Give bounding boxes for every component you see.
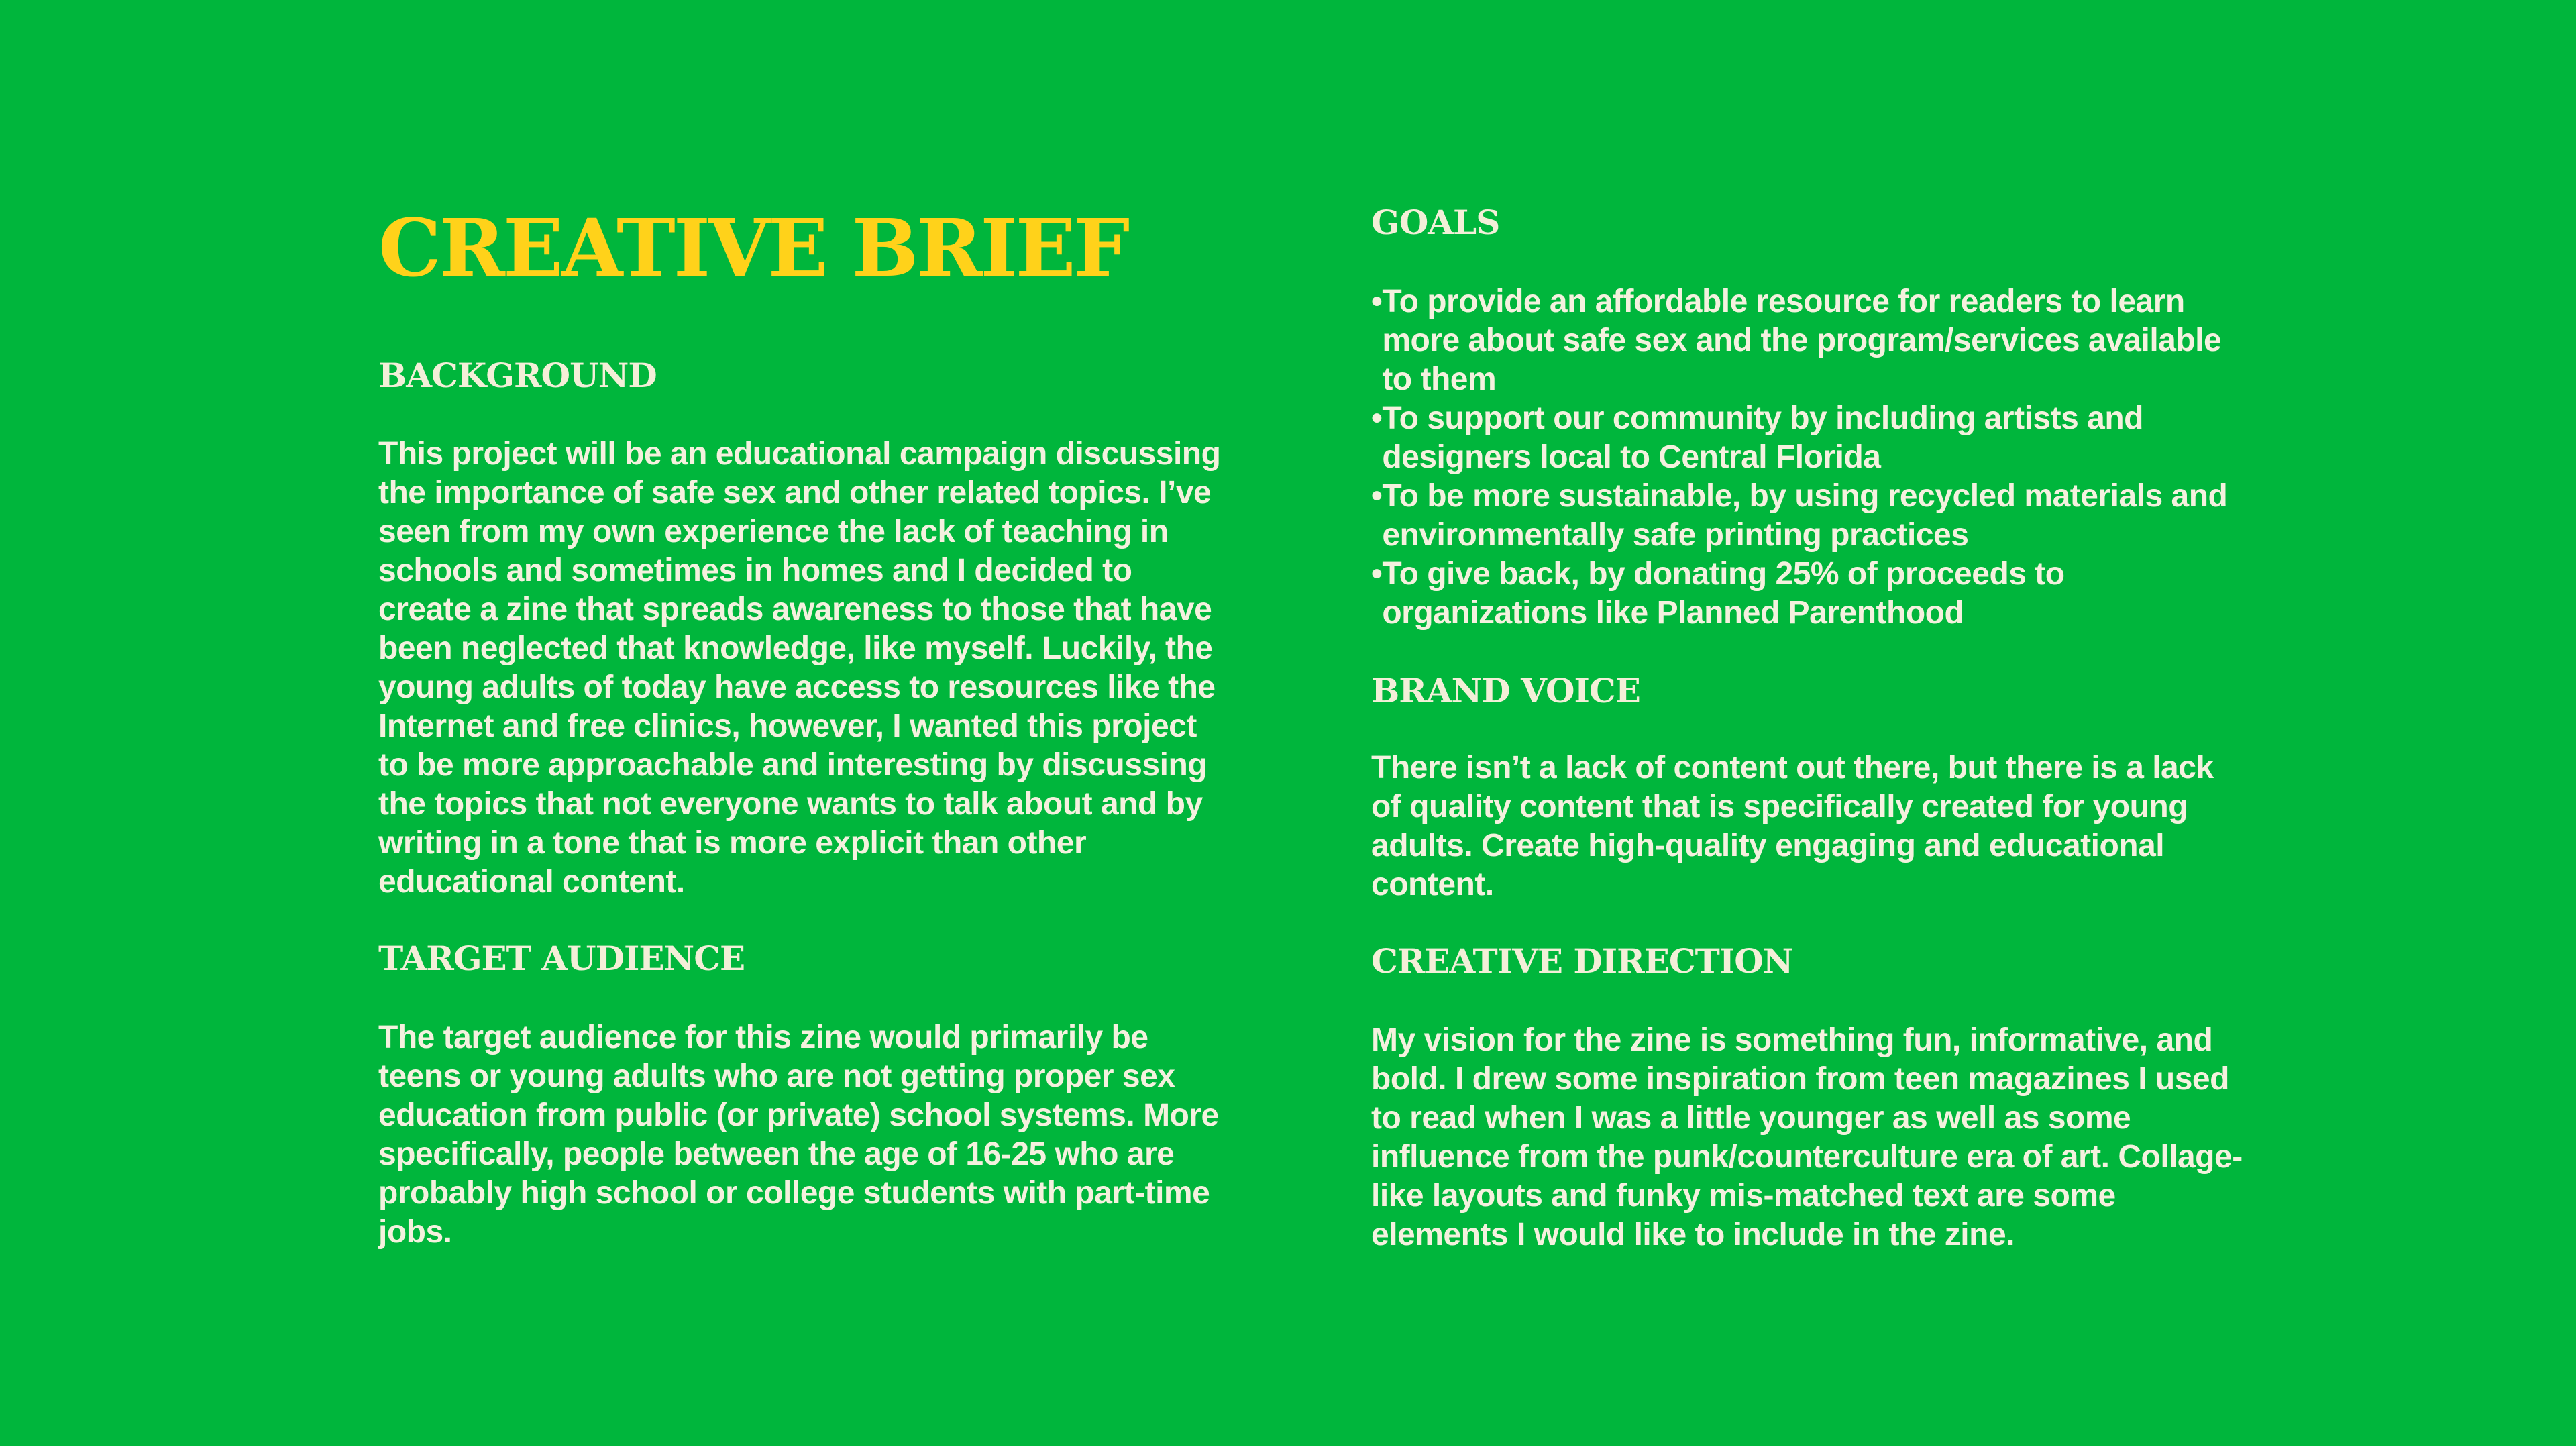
bullet-icon: • xyxy=(1371,556,1383,592)
goal-item xyxy=(1371,555,2243,633)
brand-voice-text: There isn’t a lack of content out there, but there is a lack of quality content that is specifically created for young adults. Create high-quality engaging and educational content. xyxy=(1371,750,2214,902)
goals-heading: GOALS xyxy=(1371,203,1500,242)
goal-text: To support our community by including artists and designers local to Central Florida xyxy=(1382,400,2143,475)
goal-item xyxy=(1371,282,2243,399)
goal-text: To provide an affordable resource for readers to learn more about safe sex and the program/services available to them xyxy=(1382,284,2222,397)
page-title: CREATIVE BRIEF xyxy=(378,201,1128,294)
brand-voice-heading: BRAND VOICE xyxy=(1371,671,1640,710)
bullet-icon: • xyxy=(1371,400,1383,436)
bullet-icon: • xyxy=(1371,284,1383,319)
goal-text: To be more sustainable, by using recycled materials and environmentally safe printing practices xyxy=(1382,478,2228,553)
target-audience-text: The target audience for this zine would primarily be teens or young adults who are not getting proper sex education from public (or private) school systems. More specifically, people between the age of 16-25 who are probably high school or college students with part-time jobs. xyxy=(378,1020,1219,1250)
target-audience-heading: TARGET AUDIENCE xyxy=(378,938,745,978)
goal-item xyxy=(1371,399,2243,477)
goal-text: To give back, by donating 25% of proceeds to organizations like Planned Parenthood xyxy=(1382,556,2065,631)
creative-direction-text: My vision for the zine is something fun, informative, and bold. I drew some inspiration from teen magazines I used to read when I was a little younger as well as some influence from the punk/counterculture era of art. Collage-like layouts and funky mis-matched text are some elements I would like to include in the zine. xyxy=(1371,1022,2243,1252)
background-text: This project will be an educational campaign discussing the importance of safe sex and other related topics. I’ve seen from my own experience the lack of teaching in schools and sometimes in homes and I decided to create a zine that spreads awareness to those that have been neglected that knowledge, like myself. Luckily, the young adults of today have access to resources like the Internet and free clinics, however, I wanted this project to be more approachable and interesting by discussing the topics that not everyone wants to talk about and by writing in a tone that is more explicit than other educational content. xyxy=(378,436,1221,900)
background-heading: BACKGROUND xyxy=(378,356,657,395)
goals-list xyxy=(1371,282,2243,633)
goal-item xyxy=(1371,477,2243,555)
bullet-icon: • xyxy=(1371,478,1383,514)
creative-direction-heading: CREATIVE DIRECTION xyxy=(1371,941,1793,981)
